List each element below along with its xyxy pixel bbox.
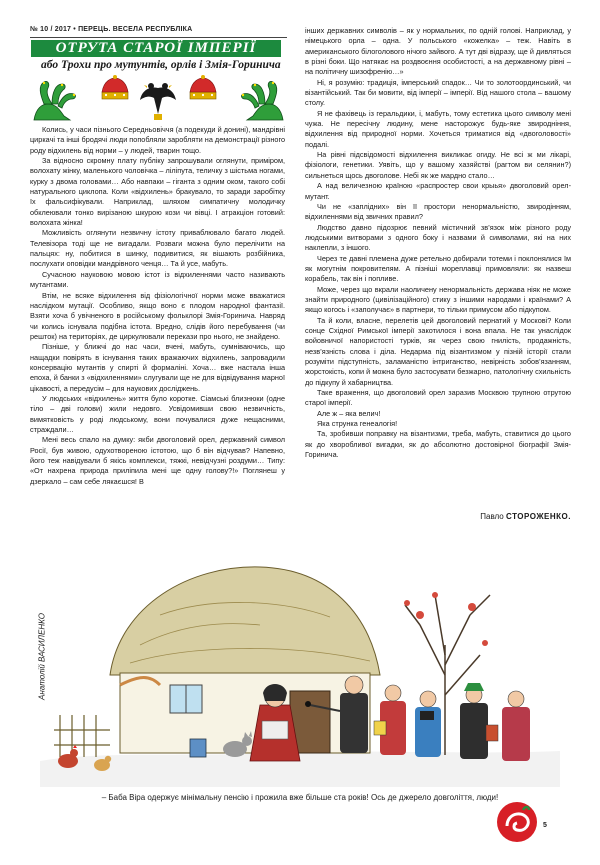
paragraph: Пізніше, у ближчі до нас часи, вчені, мабуть, сумніваючись, що нащадки повірять в існування таких вражаючих відхилень, запровадили консервацію мутантів у спирті й формаліні. Хоча… вже настала інша епоха, й банки з «відхиленнями» слугували ще не для відвідування марної цікавості, а передусім – для наукових досліджень. bbox=[30, 342, 285, 393]
man-in-green-hat-image bbox=[460, 683, 498, 759]
artist-name: Анатолій ВАСИЛЕНКО bbox=[37, 613, 47, 700]
illustration-caption: – Баба Віра одержує мінімальну пенсію і прожила вже більше ста років! Ось де джерело довголіття, люди! bbox=[101, 793, 499, 802]
paragraph: Через те давні племена дуже ретельно добирали тотеми і поклонялися їм як могутнім покровителям. А пізніші мореплавці примовляли: як назвеш корабель, так він і попливе. bbox=[305, 253, 571, 284]
person-with-folder-image bbox=[374, 685, 406, 755]
cartoon-illustration bbox=[37, 525, 560, 787]
paragraph: Чи не «заплідних» він її простори ненормальністю, звиродінням, відхиленнями від звичних правил? bbox=[305, 201, 571, 222]
fence-image bbox=[54, 715, 110, 757]
paragraph: Та й коли, власне, перелетів цей двоголовий пернатий у Москові? Коли сонце Східної Римської імперії закотилося і вона впала. Не так унаслідок войовничої напористості турків, як через свою гнилість, продажність, незв’язність слова і діла. Недарма під візантизмом у пізній історії стали розуміти підступність, заламаністю інтриганство, невірність зобов’язанням, жорстокість, копи й можна було застосувати безжарно, патологічну схильність до підкупу й хабарництва. bbox=[305, 315, 571, 387]
paragraph: Може, через що вкрали наоличену ненормальність держава ніяк не може знайти природного (цивілізаційного) стику з іншими народами і країнами? А якщо когось і «заполучає» в партнери, то тільки примусом або підкупом. bbox=[305, 284, 571, 315]
bucket-image bbox=[190, 739, 206, 757]
paragraph: Сучасною науковою мовою істот із відхиленнями часто називають мутантами. bbox=[30, 269, 285, 290]
header-illustration bbox=[30, 74, 287, 122]
paragraph: Та, зробивши поправку на візантизми, треба, мабуть, ставитися до цього як до хворобливої вигадки, як до абсолютно достовірної біографії Змія-Горинича. bbox=[305, 429, 571, 460]
masthead: № 10 / 2017 • ПЕРЕЦЬ. ВЕСЕЛА РЕСПУБЛІКА bbox=[30, 26, 193, 33]
paragraph: Колись, у часи пізнього Середньовіччя (а подекуди й донині), мандрівні циркачі та інші бродячі люди попобляли заробляти на демонстрації різного роду відхилень від норми – у людей, тварин тощо. bbox=[30, 125, 285, 155]
paragraph: інших державних символів – як у нормальних, по одній голові. Наприклад, у німецького орла – одна. У польського «кожелка» – теж. Навіть в американського білоголового нічого зайвого. А тут дві відразу, ще й дивляться в різні боки. Що натякає на роздвоєння особистості, а на державному рівні – на політичну шизофренію…» bbox=[305, 26, 571, 77]
paragraph: Але ж – яка велич! bbox=[317, 408, 381, 418]
paragraph: Можливість оглянути незвичну істоту приваблювало багато людей. Телевізора тоді ще не вигадали. Розваги можна було перелічити на пальцях: ну, побитися в шинку, подивитися, як вішають розбійника, послухати оповідки мандрівного ченця… Та й усе, мабуть. bbox=[30, 228, 285, 269]
masthead-rule bbox=[30, 37, 287, 38]
page-number: 5 bbox=[543, 822, 547, 829]
paragraph: Ні, я розумію: традиція, імперський спадок… Чи то золотоординський, чи візантійський. Так би мовити, від імперії – імперії. Від нашого стола – вашому столу. bbox=[305, 77, 571, 108]
paragraph: Таке враження, що двоголовий орел заразив Москвою трупною отрутою старої імперії. bbox=[305, 388, 571, 408]
paragraph: За відносно скромну плату публіку запрошували оглянути, приміром, волохату жінку, маленького чоловічка – ліліпута, теличку з шістьма ногами, курку з двома головами… Або навпаки – гіганта з одним оком, такого собі натурального циклопа. Коли «відхилень» бракувало, то заради заробітку їх фальсифікували. Наприклад, шляхом симпатичну молодичку обклеювали тонко вирізаною шкурою кози чи вівці. І атракціон готовий: волохата жінка! bbox=[30, 156, 285, 228]
article-column-left bbox=[30, 125, 285, 515]
paragraph: Людство давно підозрює певний містичний зв’язок між різного роду людськими витворами з одного боку і назвами й символами, які на них наклепли, з іншого. bbox=[305, 222, 571, 253]
paragraph: У людських «відхилень» життя було коротке. Сіамські близнюки (одне тіло – дві голови) жили недовго. Усвідомивши свою незвичність, вимятковість у роді людському, вони почувалися дуже нещасними, страждали… bbox=[30, 393, 285, 434]
photographer-image bbox=[415, 691, 441, 757]
paragraph: Я не фахівець із геральдики, і, мабуть, тому естетика цього символу мені чужа. Не пересічну людину, мене насторожує будь-яке звиродніння, відхилення від природної норми. Хочеться триматися від «двоголовості» подалі. bbox=[305, 108, 571, 149]
rooster-image bbox=[58, 745, 78, 768]
article-subtitle: або Трохи про мутунтів, орлів і Змія-Горинича bbox=[41, 59, 281, 71]
paragraph: А над величезною країною «распростер свои крыья» двоголовий орел-мутант. bbox=[305, 181, 571, 201]
man-in-red-jacket-image bbox=[502, 691, 530, 761]
author-first-name: Павло bbox=[480, 512, 504, 521]
paragraph: На рівні підсвідомості відхилення викликає огиду. Не всі ж ми лікарі, фізіологи, генетики. Уявіть, що у вашому хазяйстві (рагтом ви селянин?) сильнеться щось двоголове. Небі як же мардно стало… bbox=[305, 150, 571, 180]
article-title: ОТРУТА СТАРОЇ ІМПЕРІЇ bbox=[31, 40, 281, 57]
paragraph: Втім, не всяке відхилення від фізіологічної норми може вважатися наслідком мутації. Особливо, якщо воно є плодом народної фантазії. Взяти хоча б увічненого в російському фольклорі Змія-Горинича. Навряд чи колись існувала подібна істота. Вредно, слідів його перебування (чи решток) на територіях, де циркулювали перекази про нього, не знайдено. bbox=[30, 290, 285, 341]
paragraph: Яка струнка генеалогія! bbox=[317, 419, 398, 429]
article-column-right bbox=[305, 26, 571, 526]
thatched-roof bbox=[110, 567, 380, 675]
author-last-name: СТОРОЖЕНКО. bbox=[505, 512, 571, 521]
article-author bbox=[305, 512, 571, 521]
magazine-logo bbox=[495, 800, 539, 844]
paragraph: Мені весь спало на думку: якби двоголовий орел, державний символ Росії, був живою, одухотвореною істотою, що б він відчував? Напевно, його теж навідували б якісь комплекси, тяжкі, невідчузні роздуми… Типу: «От нахрена природа приліпила мені ще одну голову?!» Поглянеш у дзеркало – сам себе лякаєшся! В bbox=[30, 435, 285, 486]
